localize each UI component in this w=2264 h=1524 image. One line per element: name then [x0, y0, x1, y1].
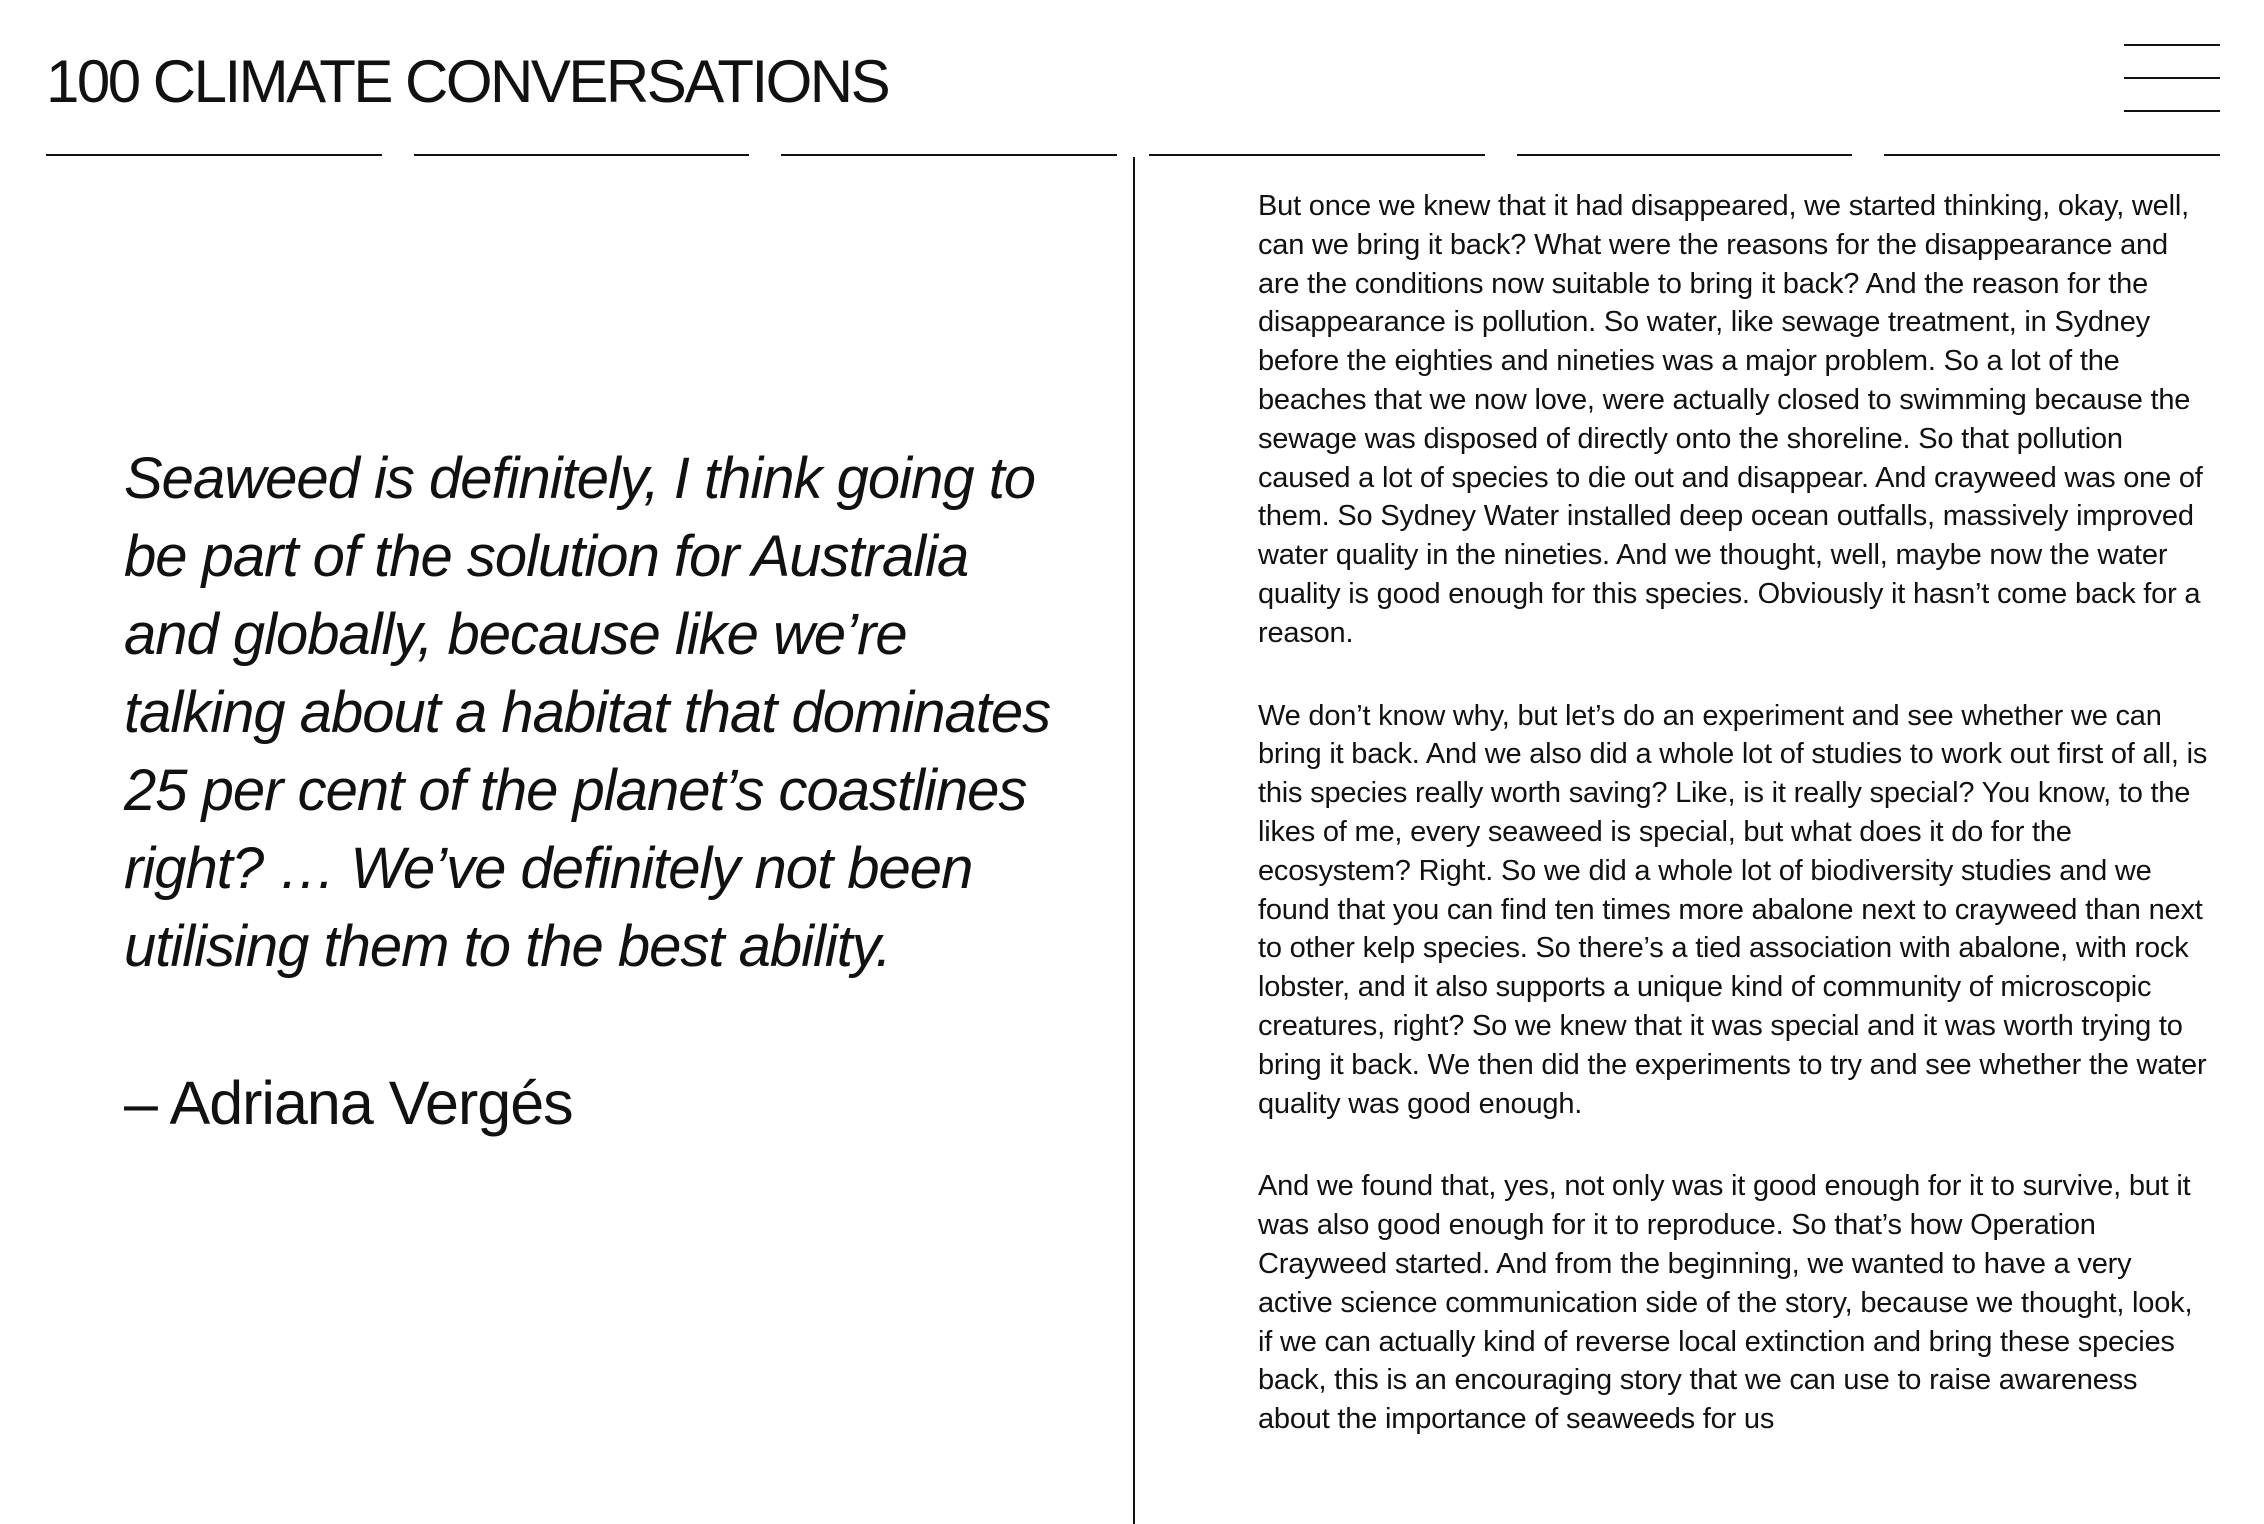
transcript-paragraph: And we found that, yes, not only was it good enough for it to survive, but it was also good enough for it to reproduce. So that’s how Operation Crayweed started. And from the beginning, we wanted to have a very active science communication side of the story, because we thought, look, if we can actually kind of reverse local extinction and bring these species back, this is an encouraging story that we can use to raise awareness about the importance of seaweeds for us: [1258, 1170, 2193, 1436]
progress-segment[interactable]: [781, 154, 1117, 156]
transcript-panel[interactable]: [1258, 187, 2208, 1483]
progress-segment[interactable]: [1517, 154, 1853, 156]
quote-author: – Adriana Vergés: [124, 1069, 573, 1137]
site-title[interactable]: 100 CLIMATE CONVERSATIONS: [46, 48, 889, 115]
progress-segment[interactable]: [46, 154, 382, 156]
quote-panel: [124, 440, 1064, 1142]
progress-segment[interactable]: [1884, 154, 2220, 156]
pull-quote: Seaweed is definitely, I think going to be part of the solution for Australia and globally, because like we’re talking about a habitat that dominates 25 per cent of the planet’s coastlines right? … We’ve definitely not been utilising them to the best ability.: [124, 446, 1051, 979]
progress-segment[interactable]: [414, 154, 750, 156]
menu-bar-bottom: [2124, 110, 2220, 112]
transcript-paragraph: But once we knew that it had disappeared, we started thinking, okay, well, can we bring it back? What were the reasons for the disappearance and are the conditions now suitable to bring it back? And the reason for the disappearance is pollution. So water, like sewage treatment, in Sydney before the eighties and nineties was a major problem. So a lot of the beaches that we now love, were actually closed to swimming because the sewage was disposed of directly onto the shoreline. So that pollution caused a lot of species to die out and disappear. And crayweed was one of them. So Sydney Water installed deep ocean outfalls, massively improved water quality in the nineties. And we thought, well, maybe now the water quality is good enough for this species. Obviously it hasn’t come back for a reason.: [1258, 190, 2203, 649]
hamburger-menu-icon[interactable]: [2124, 44, 2220, 112]
transcript-paragraph: We don’t know why, but let’s do an experiment and see whether we can bring it back. And we also did a whole lot of studies to work out first of all, is this species really worth saving? Like, is it really special? You know, to the likes of me, every seaweed is special, but what does it do for the ecosystem? Right. So we did a whole lot of biodiversity studies and we found that you can find ten times more abalone next to crayweed than next to other kelp species. So there’s a tied association with abalone, with rock lobster, and it also supports a unique kind of community of microscopic creatures, right? So we knew that it was special and it was worth trying to bring it back. We then did the experiments to try and see whether the water quality was good enough.: [1258, 699, 2208, 1120]
menu-bar-top: [2124, 44, 2220, 46]
column-divider: [1133, 157, 1135, 1524]
progress-segment[interactable]: [1149, 154, 1485, 156]
menu-bar-middle: [2124, 77, 2220, 79]
